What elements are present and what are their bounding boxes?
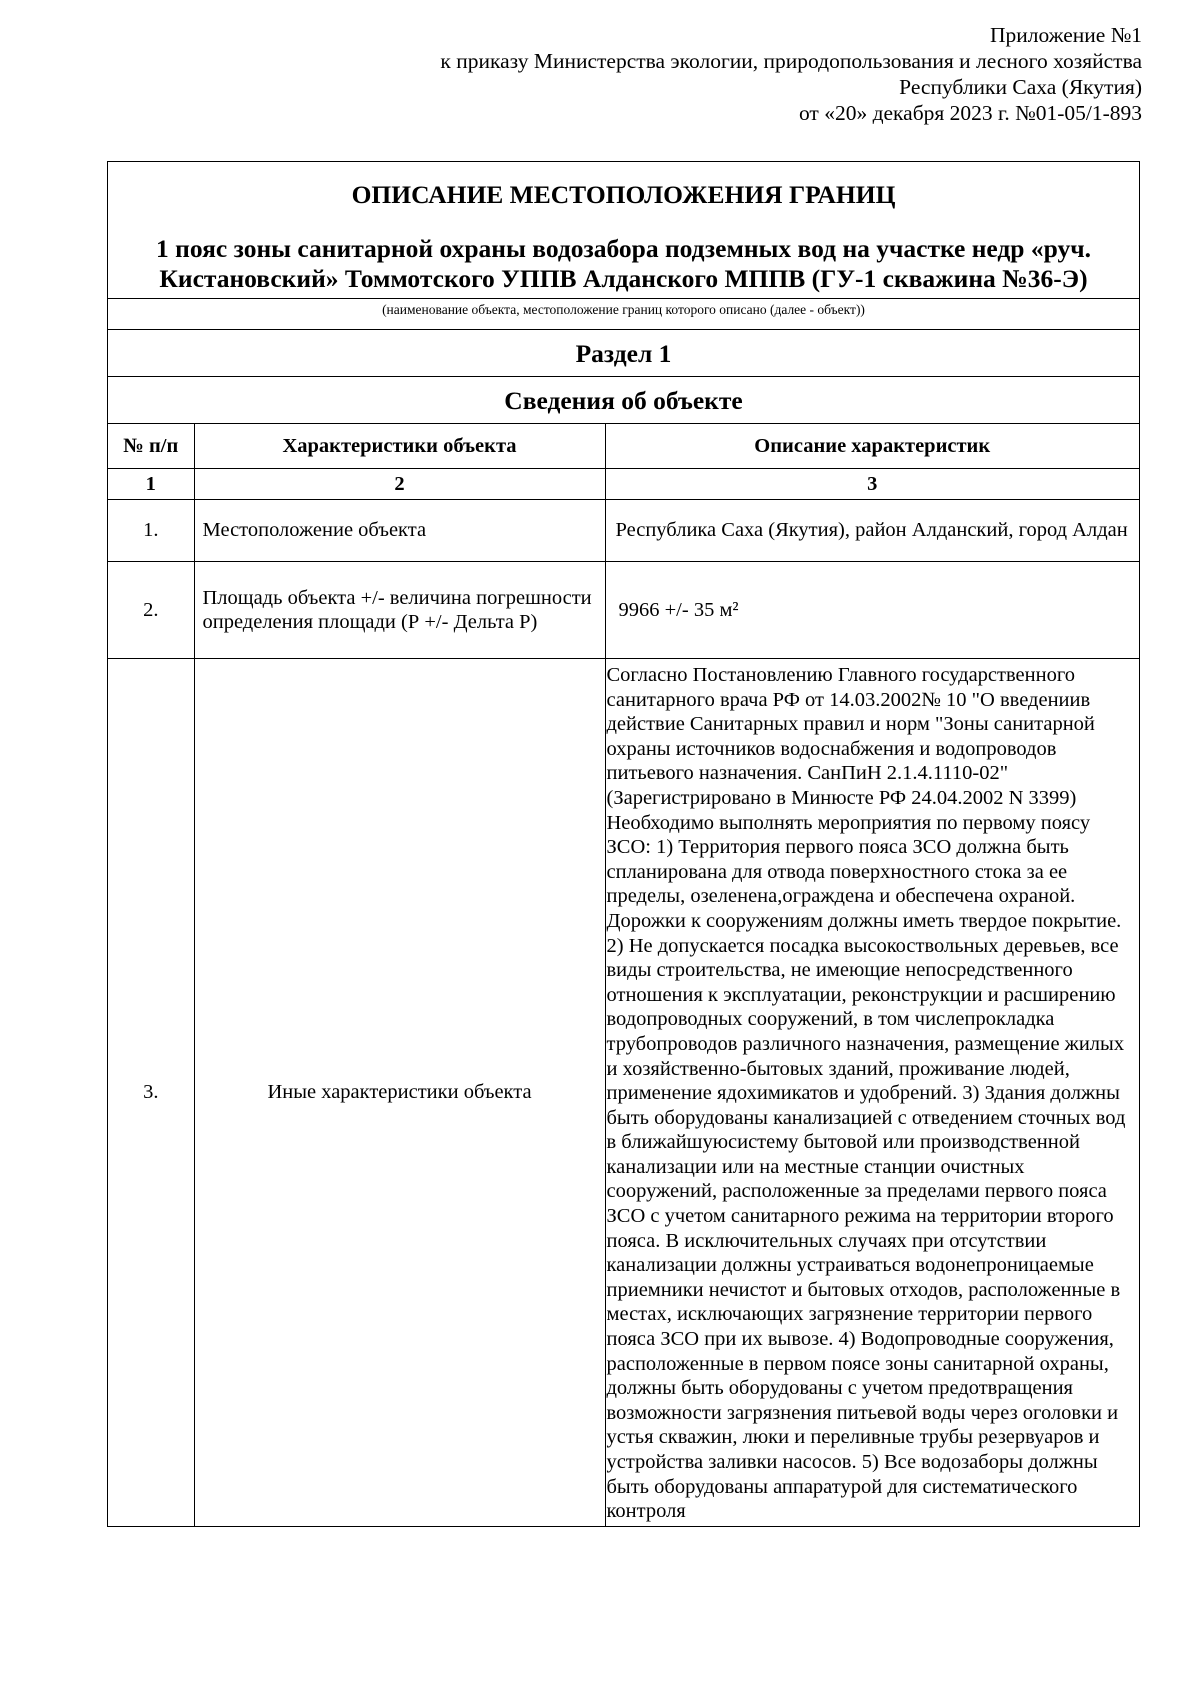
row-description: 9966 +/- 35 м² <box>605 562 1139 659</box>
row-description: Согласно Постановлению Главного государственного санитарного врача РФ от 14.03.2002№ 10 "О введениив действие Санитарных правил и норм "Зоны санитарной охраны источников водоснабжения и водопроводов питьевого назначения. СанПиН 2.1.4.1110-02" (Зарегистрировано в Минюсте РФ 24.04.2002 N 3399) Необходимо выполнять мероприятия по первому поясу ЗСО: 1) Территория первого пояса ЗСО должна быть спланирована для отвода поверхностного стока за ее пределы, озеленена,ограждена и обеспечена охраной. Дорожки к сооружениям должны иметь твердое покрытие. 2) Не допускается посадка высокоствольных деревьев, все виды строительства, не имеющие непосредственного отношения к эксплуатации, реконструкции и расширению водопроводных сооружений, в том числепрокладка трубопроводов различного назначения, размещение жилых и хозяйственно-бытовых зданий, проживание людей, применение ядохимикатов и удобрений. 3) Здания должны быть оборудованы канализацией с отведением сточных вод в ближайшуюсистему бытовой или производственной канализации или на местные станции очистных сооружений, расположенные за пределами первого пояса ЗСО с учетом санитарного режима на территории второго пояса. В исключительных случаях при отсутствии канализации должны устраиваться водонепроницаемые приемники нечистот и бытовых отходов, расположенные в местах, исключающих загрязнение территории первого пояса ЗСО при их вывозе. 4) Водопроводные сооружения, расположенные в первом поясе зоны санитарной охраны, должны быть оборудованы с учетом предотвращения возможности загрязнения питьевой воды через оголовки и устья скважин, люки и переливные трубы резервуаров и устройства заливки насосов. 5) Все водозаборы должны быть оборудованы аппаратурой для систематического контроля <box>605 659 1139 1526</box>
object-info-table <box>108 423 1139 1526</box>
column-number: 1 <box>108 469 194 500</box>
row-number: 2. <box>108 562 194 659</box>
object-name: 1 пояс зоны санитарной охраны водозабора подземных вод на участке недр «руч. Кистановский» Томмотского УППВ Алданского МППВ (ГУ-1 скважина №36-Э) <box>156 234 1091 293</box>
row-characteristic: Площадь объекта +/- величина погрешности определения площади (Р +/- Дельта Р) <box>194 562 605 659</box>
row-number: 3. <box>108 659 194 1526</box>
table-header-row <box>108 424 1139 469</box>
title-block <box>108 162 1139 294</box>
header-description: Описание характеристик <box>605 424 1139 469</box>
row-characteristic: Местоположение объекта <box>194 500 605 562</box>
column-number: 2 <box>194 469 605 500</box>
section-subtitle: Сведения об объекте <box>108 376 1139 423</box>
row-description: Республика Саха (Якутия), район Алданский, город Алдан <box>605 500 1139 562</box>
document-frame <box>107 161 1140 1527</box>
row-characteristic: Иные характеристики объекта <box>194 659 605 1526</box>
order-republic-line: Республики Саха (Якутия) <box>899 75 1142 99</box>
order-date-number: от «20» декабря 2023 г. №01-05/1-893 <box>798 101 1142 125</box>
appendix-label: Приложение №1 <box>989 23 1142 47</box>
section-title: Раздел 1 <box>108 329 1139 376</box>
header-number: № п/п <box>108 424 194 469</box>
column-number-row <box>108 469 1139 500</box>
table-row <box>108 659 1139 1526</box>
order-ministry-line: к приказу Министерства экологии, природопользования и лесного хозяйства <box>440 49 1142 73</box>
row-number: 1. <box>108 500 194 562</box>
object-name-note: (наименование объекта, местоположение границ которого описано (далее - объект)) <box>108 298 1139 329</box>
order-reference-header <box>440 22 1142 126</box>
header-characteristic: Характеристики объекта <box>194 424 605 469</box>
column-number: 3 <box>605 469 1139 500</box>
table-row <box>108 500 1139 562</box>
document-title: ОПИСАНИЕ МЕСТОПОЛОЖЕНИЯ ГРАНИЦ <box>351 180 896 209</box>
table-row <box>108 562 1139 659</box>
